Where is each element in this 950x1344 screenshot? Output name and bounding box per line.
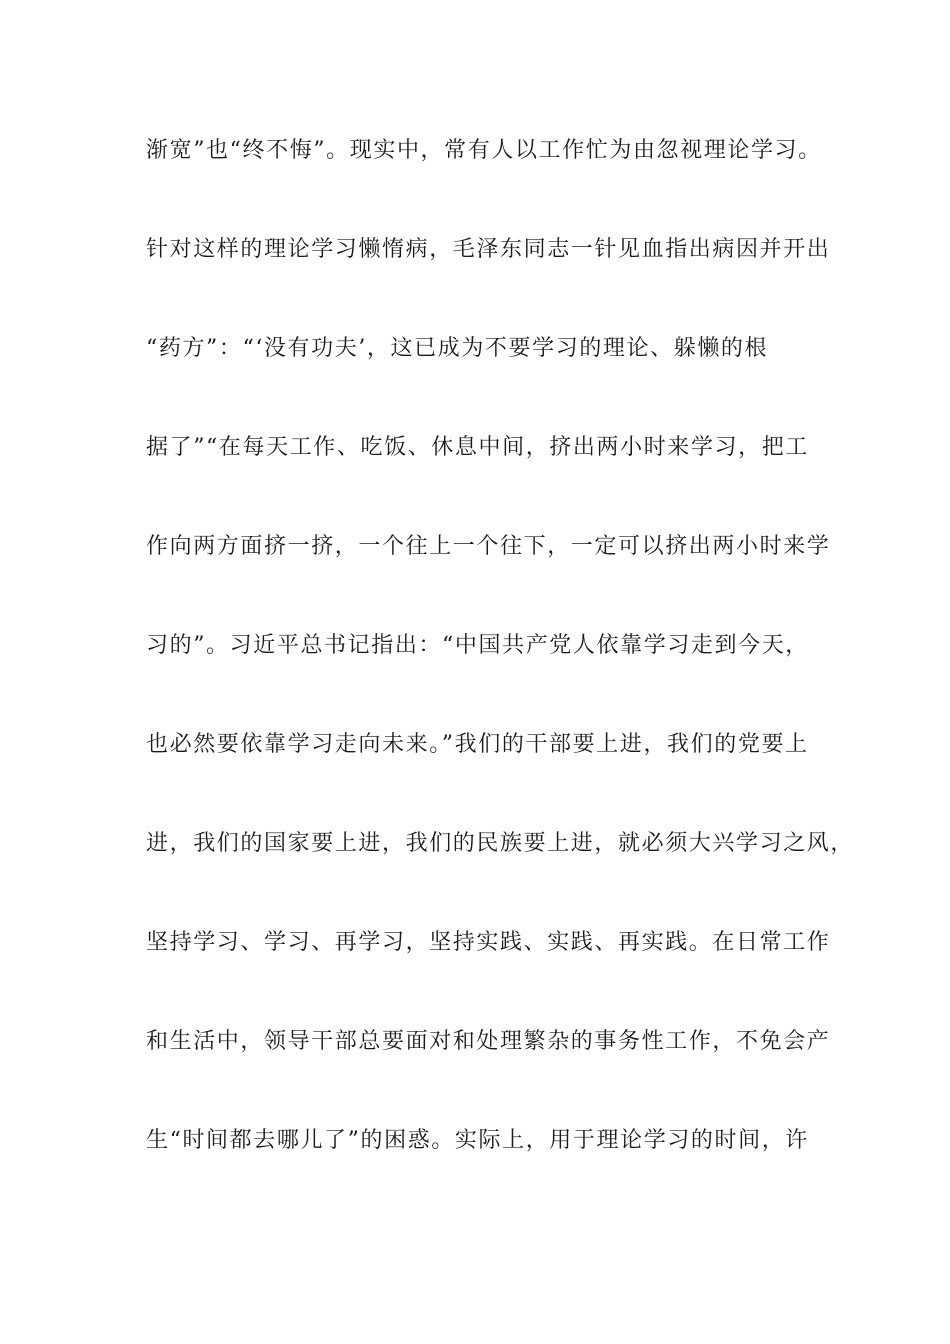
text-line: 作向两方面挤一挤，一个往上一个往下，一定可以挤出两小时来学 xyxy=(146,534,831,559)
text-line: 和生活中，领导干部总要面对和处理繁杂的事务性工作，不免会产 xyxy=(146,1029,831,1054)
text-line: 习的”。习近平总书记指出：“中国共产党人依靠学习走到今天， xyxy=(146,633,809,658)
text-line: 也必然要依靠学习走向未来。”我们的干部要上进，我们的党要上 xyxy=(146,732,809,757)
text-line: “药方”：“‘没有功夫’，这已成为不要学习的理论、躲懒的根 xyxy=(146,336,769,361)
text-line: 渐宽”也“终不悔”。现实中，常有人以工作忙为由忽视理论学习。 xyxy=(146,138,822,163)
text-line: 针对这样的理论学习懒惰病，毛泽东同志一针见血指出病因并开出 xyxy=(146,237,831,262)
text-line: 坚持学习、学习、再学习，坚持实践、实践、再实践。在日常工作 xyxy=(146,930,831,955)
text-line: 据了”“在每天工作、吃饭、休息中间，挤出两小时来学习，把工 xyxy=(146,435,809,460)
body-text xyxy=(146,130,855,1219)
text-line: 进，我们的国家要上进，我们的民族要上进，就必须大兴学习之风， xyxy=(146,831,855,856)
text-line: 生“时间都去哪儿了”的困惑。实际上，用于理论学习的时间，许 xyxy=(146,1128,809,1153)
